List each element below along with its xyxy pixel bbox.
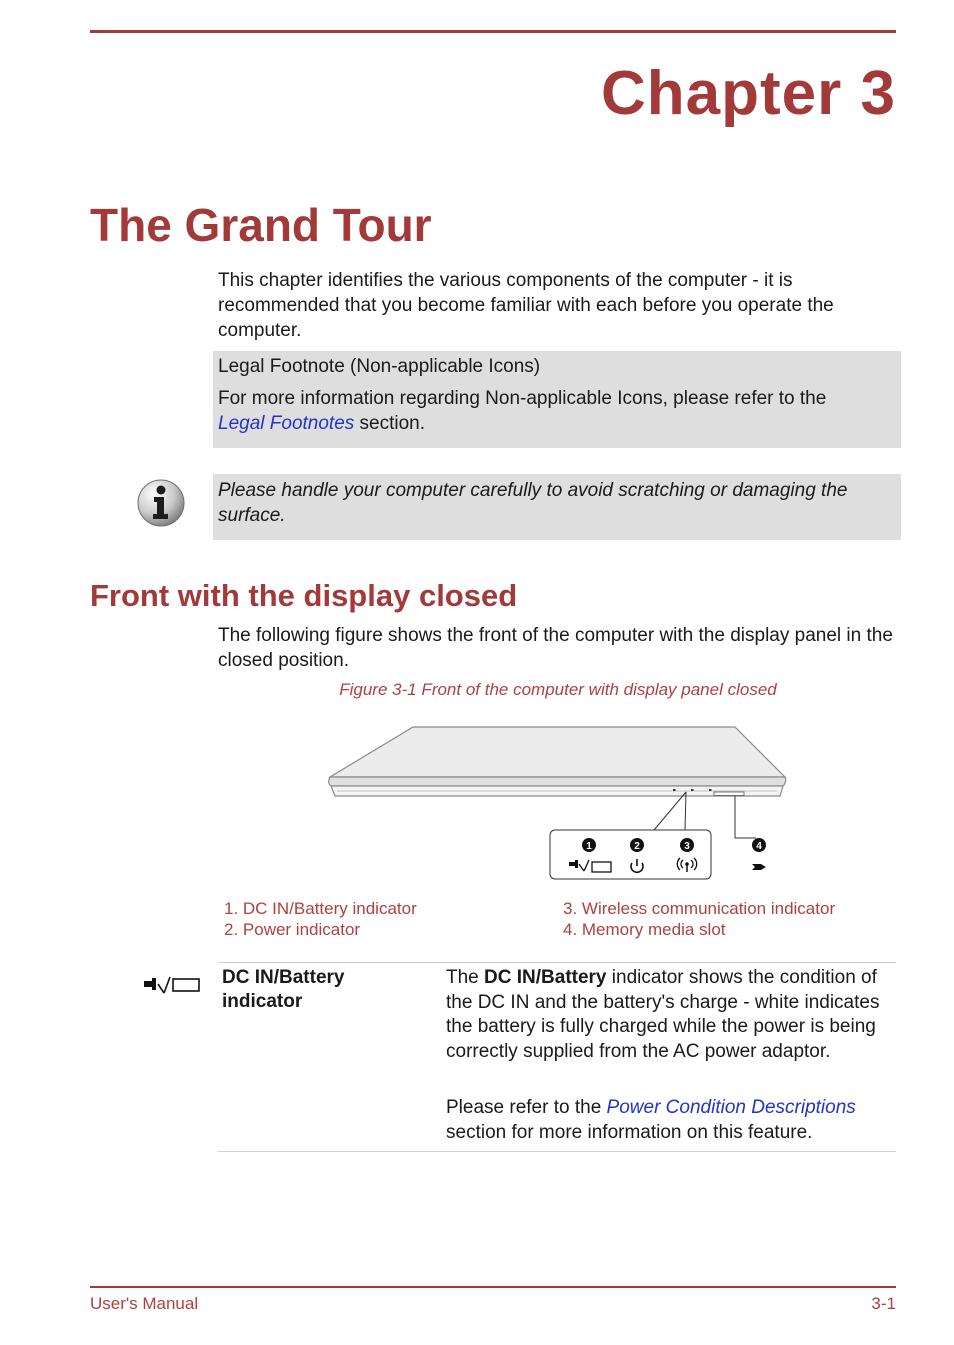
legal-note-box xyxy=(213,351,901,448)
sd-card-icon xyxy=(752,864,766,870)
legal-note-title: Legal Footnote (Non-applicable Icons) xyxy=(218,356,541,377)
chapter-title: Chapter 3 xyxy=(601,59,896,128)
care-note-box xyxy=(213,474,901,540)
term-line-2: indicator xyxy=(222,991,303,1012)
legal-note-suffix: section. xyxy=(354,413,426,434)
desc-prefix: The xyxy=(446,967,485,988)
section-paragraph: The following figure shows the front of the computer with the display panel in the closed position. xyxy=(218,625,893,671)
dc-in-battery-icon xyxy=(143,972,203,996)
info-icon xyxy=(136,478,186,528)
legal-note-body xyxy=(218,386,896,436)
legend-item-1: 1. DC IN/Battery indicator xyxy=(224,899,417,918)
table-top-border xyxy=(218,962,896,963)
footer-rule xyxy=(90,1286,896,1288)
refer-suffix: section for more information on this feature. xyxy=(446,1121,813,1143)
table-bottom-border xyxy=(218,1151,896,1152)
care-note-text: Please handle your computer carefully to avoid scratching or damaging the surface. xyxy=(218,480,848,526)
footer-page-number: 3-1 xyxy=(871,1294,896,1313)
section-heading: Front with the display closed xyxy=(90,578,518,613)
legend-item-3: 3. Wireless communication indicator xyxy=(563,899,836,918)
callout-3: 3 xyxy=(684,841,690,852)
legend-item-2: 2. Power indicator xyxy=(224,920,361,939)
legend-item-4: 4. Memory media slot xyxy=(563,920,726,939)
callout-4: 4 xyxy=(756,841,762,852)
power-condition-link[interactable]: Power Condition Descriptions xyxy=(606,1097,856,1118)
page-title: The Grand Tour xyxy=(90,199,432,251)
desc-text: indicator shows the condition of the DC IN and the battery's charge - white indicates the battery is fully charged while the power is being correctly supplied from the AC power adaptor. xyxy=(446,967,880,1062)
term-line-1: DC IN/Battery xyxy=(222,967,345,988)
laptop-front-figure xyxy=(325,720,795,885)
refer-prefix: Please refer to the xyxy=(446,1097,607,1118)
desc-bold-term: DC IN/Battery xyxy=(484,967,607,988)
top-rule xyxy=(90,30,896,33)
callout-2: 2 xyxy=(634,841,640,852)
legal-note-text: For more information regarding Non-applicable Icons, please refer to the xyxy=(218,388,827,409)
table-description xyxy=(446,966,896,1064)
intro-paragraph: This chapter identifies the various components of the computer - it is recommended that you become familiar with each before you operate the computer. xyxy=(218,270,834,341)
memory-slot-callout xyxy=(752,838,766,870)
table-term xyxy=(222,966,432,1014)
figure-caption: Figure 3-1 Front of the computer with display panel closed xyxy=(339,680,777,699)
legal-footnotes-link[interactable]: Legal Footnotes xyxy=(218,413,355,434)
table-refer-text xyxy=(446,1096,896,1145)
footer-left: User's Manual xyxy=(90,1294,199,1313)
callout-1: 1 xyxy=(586,841,592,852)
